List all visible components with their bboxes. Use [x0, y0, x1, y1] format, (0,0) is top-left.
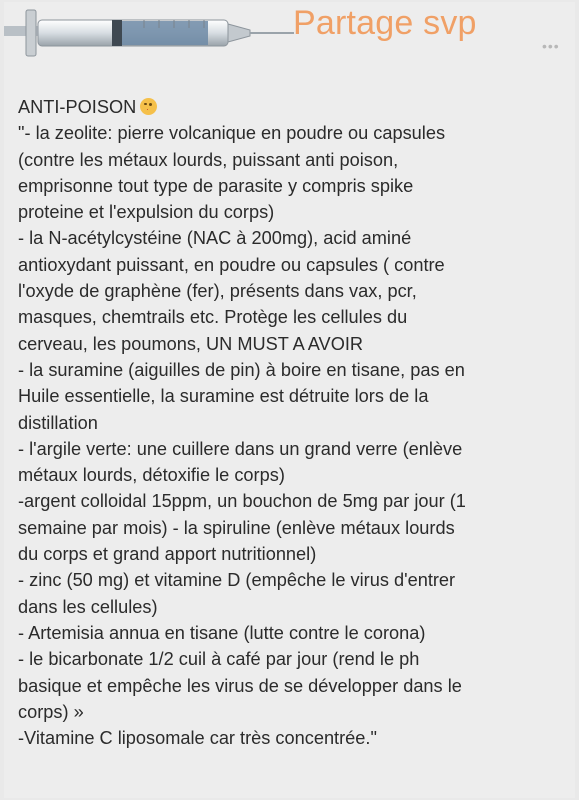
post-line: Huile essentielle, la suramine est détruite lors de la [18, 386, 429, 407]
post-line: - la N-acétylcystéine (NAC à 200mg), acid aminé [18, 228, 412, 249]
post-line: corps) » [18, 701, 84, 722]
post-line: métaux lourds, détoxifie le corps) [18, 465, 285, 486]
post-line: basique et empêche les virus de se développer dans le [18, 675, 462, 696]
post-line: -argent colloidal 15ppm, un bouchon de 5mg par jour (1 [18, 491, 466, 512]
winking-face-icon [140, 98, 157, 115]
post-heading: ANTI-POISON [18, 94, 574, 120]
post-line: dans les cellules) [18, 596, 158, 617]
post-line: antioxydant puissant, en poudre ou capsules ( contre [18, 254, 445, 275]
post-line: - zinc (50 mg) et vitamine D (empêche le virus d'entrer [18, 570, 456, 591]
post-line: du corps et grand apport nutritionnel) [18, 544, 317, 565]
post-line: masques, chemtrails etc. Protège les cellules du [18, 307, 408, 328]
post-line: distillation [18, 412, 98, 433]
post-line: cerveau, les poumons, UN MUST A AVOIR [18, 333, 364, 354]
post-line: "- la zeolite: pierre volcanique en poudre ou capsules [18, 123, 446, 144]
post-line: -Vitamine C liposomale car très concentrée." [18, 728, 377, 749]
post-line: (contre les métaux lourds, puissant anti poison, [18, 149, 399, 170]
post-text [18, 94, 574, 751]
post-line: proteine et l'expulsion du corps) [18, 202, 275, 223]
post-line: semaine par mois) - la spiruline (enlève métaux lourds [18, 517, 455, 538]
syringe-icon [4, 2, 294, 80]
post-card [4, 2, 575, 798]
post-line: emprisonne tout type de parasite y compris spike [18, 175, 414, 196]
post-line: l'oxyde de graphène (fer), présents dans vax, pcr, [18, 281, 417, 302]
post-line: - l'argile verte: une cuillere dans un grand verre (enlève [18, 438, 463, 459]
post-line: - la suramine (aiguilles de pin) à boire en tisane, pas en [18, 359, 465, 380]
post-line: - Artemisia annua en tisane (lutte contre le corona) [18, 622, 426, 643]
more-options-icon[interactable]: ••• [542, 38, 560, 54]
post-title: Partage svp [293, 4, 477, 42]
post-line: - le bicarbonate 1/2 cuil à café par jour (rend le ph [18, 649, 420, 670]
